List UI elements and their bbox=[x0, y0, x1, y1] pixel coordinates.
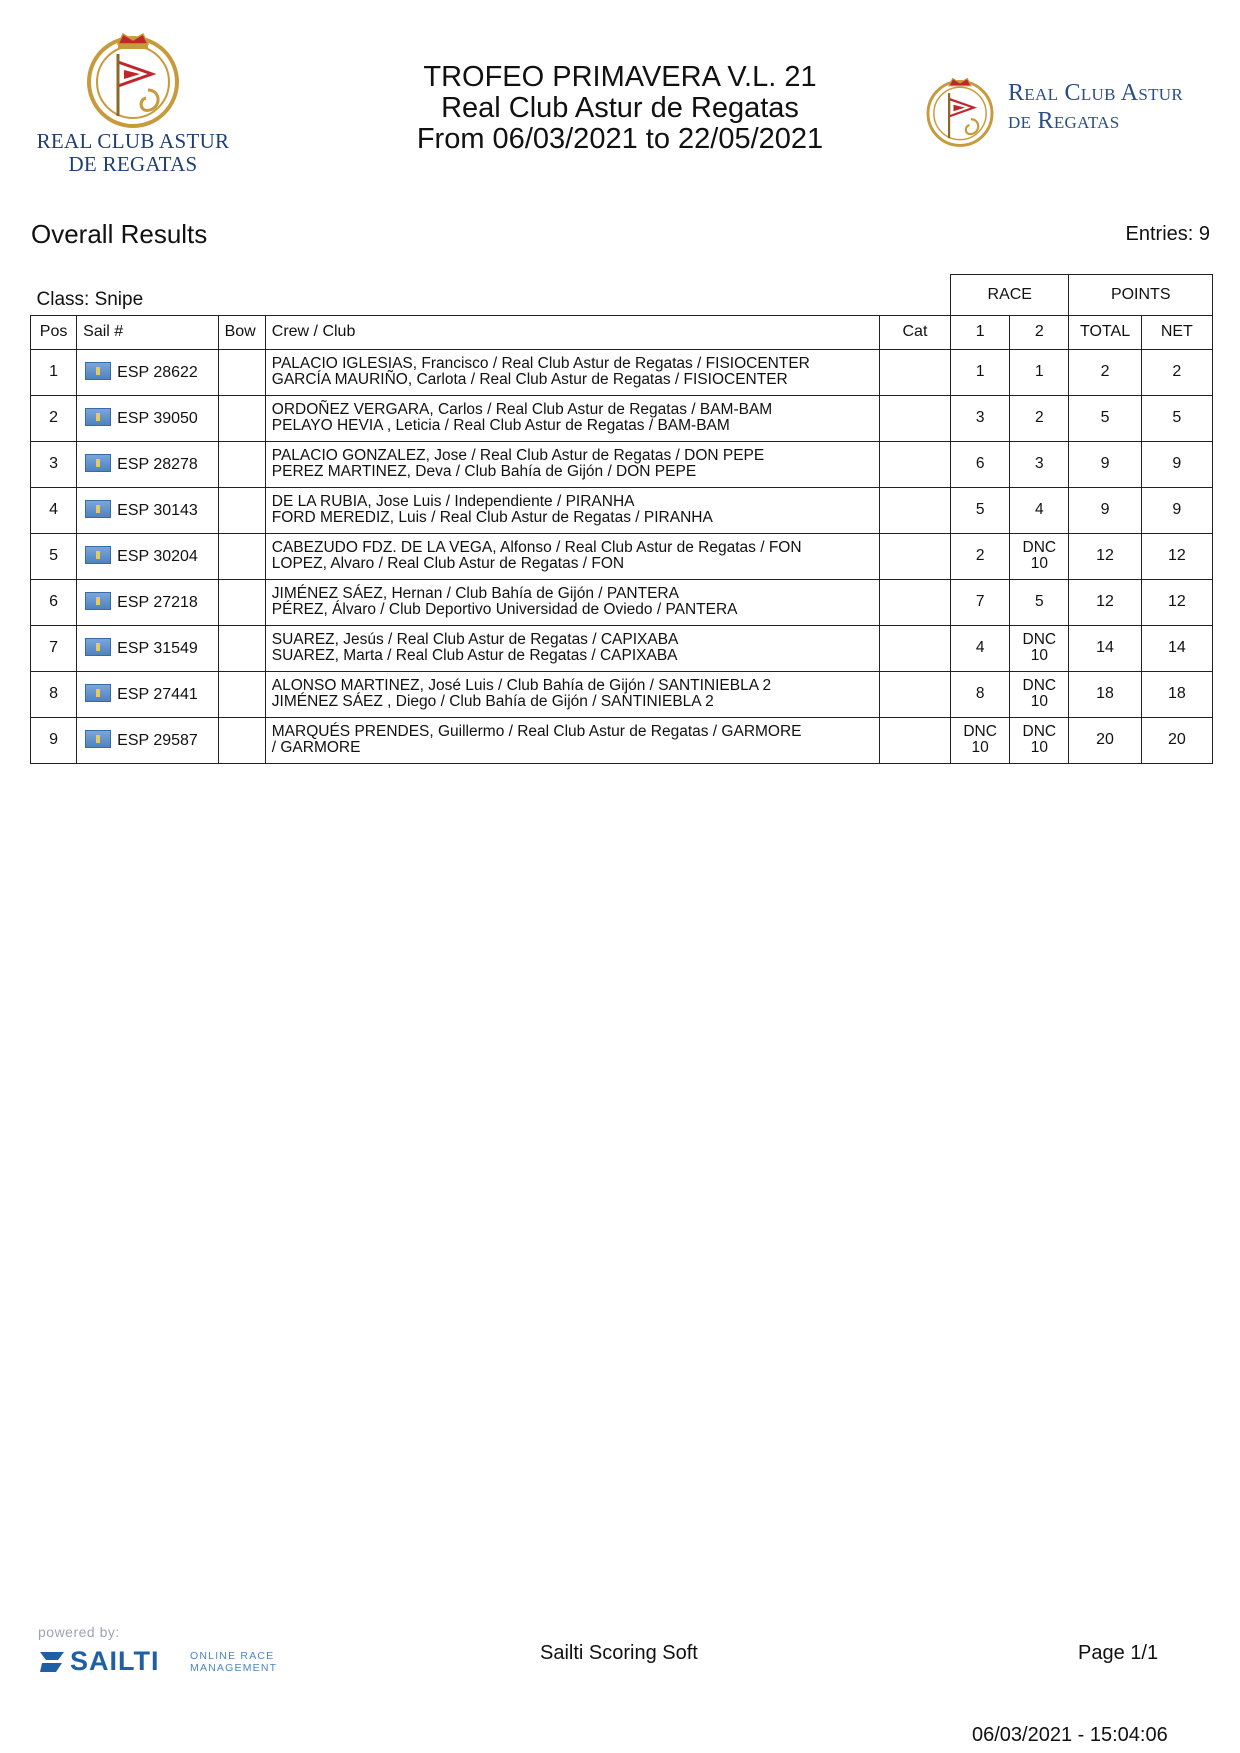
crew-cell bbox=[265, 717, 879, 763]
sail-number: ESP 30204 bbox=[117, 548, 198, 565]
pos-cell: 2 bbox=[31, 395, 77, 441]
race-1-cell bbox=[951, 625, 1010, 671]
race-2-score: DNC bbox=[1022, 723, 1057, 740]
table-row bbox=[31, 671, 1213, 717]
race-1-score: 4 bbox=[975, 639, 985, 656]
cat-cell bbox=[879, 349, 950, 395]
total-cell: 18 bbox=[1069, 671, 1141, 717]
net-cell: 14 bbox=[1141, 625, 1212, 671]
crew-line-2: PELAYO HEVIA , Leticia / Real Club Astur de Regatas / BAM-BAM bbox=[271, 417, 730, 434]
bow-cell bbox=[218, 395, 265, 441]
race-2-cell bbox=[1010, 441, 1069, 487]
crew-cell bbox=[265, 671, 879, 717]
race-2-cell bbox=[1010, 625, 1069, 671]
results-table bbox=[30, 274, 1213, 764]
result-rows bbox=[31, 349, 1213, 763]
net-cell: 12 bbox=[1141, 579, 1212, 625]
crew-line-2: SUAREZ, Marta / Real Club Astur de Regatas / CAPIXABA bbox=[271, 647, 678, 664]
pos-cell: 7 bbox=[31, 625, 77, 671]
net-cell: 18 bbox=[1141, 671, 1212, 717]
cat-cell bbox=[879, 625, 950, 671]
event-title-line-1: TROFEO PRIMAVERA V.L. 21 bbox=[423, 61, 817, 93]
crew-line-1: DE LA RUBIA, Jose Luis / Independiente / PIRANHA bbox=[271, 493, 635, 510]
cat-cell bbox=[879, 395, 950, 441]
race-1-score: 1 bbox=[975, 363, 985, 380]
total-cell: 5 bbox=[1069, 395, 1141, 441]
sail-number: ESP 29587 bbox=[117, 732, 198, 749]
club-logo-right bbox=[920, 72, 1220, 162]
club-name-right-line-2: de Regatas bbox=[1008, 108, 1120, 134]
race-2-cell bbox=[1010, 487, 1069, 533]
net-cell: 5 bbox=[1141, 395, 1212, 441]
table-row bbox=[31, 441, 1213, 487]
race-2-score: DNC bbox=[1022, 539, 1057, 556]
event-title-line-2: Real Club Astur de Regatas bbox=[441, 92, 799, 124]
sail-number: ESP 31549 bbox=[117, 640, 198, 657]
sail-number: ESP 39050 bbox=[117, 410, 198, 427]
crew-line-2: GARCÍA MAURIÑO, Carlota / Real Club Astur de Regatas / FISIOCENTER bbox=[271, 371, 788, 388]
race-1-cell bbox=[951, 579, 1010, 625]
race-1-cell bbox=[951, 487, 1010, 533]
race-1-cell bbox=[951, 671, 1010, 717]
crew-line-1: PALACIO IGLESIAS, Francisco / Real Club Astur de Regatas / FISIOCENTER bbox=[271, 355, 810, 372]
table-row bbox=[31, 625, 1213, 671]
race-2-cell bbox=[1010, 579, 1069, 625]
crew-cell bbox=[265, 579, 879, 625]
sailti-tagline bbox=[190, 1650, 277, 1674]
crew-line-2: LOPEZ, Alvaro / Real Club Astur de Regatas / FON bbox=[271, 555, 625, 572]
sail-cell bbox=[77, 533, 218, 579]
cat-cell bbox=[879, 441, 950, 487]
race-1-cell bbox=[951, 395, 1010, 441]
col-pos: Pos bbox=[31, 315, 77, 349]
club-crest-logo bbox=[78, 30, 188, 130]
sail-number: ESP 28622 bbox=[117, 364, 198, 381]
total-cell: 14 bbox=[1069, 625, 1141, 671]
sail-cell bbox=[77, 579, 218, 625]
total-cell: 9 bbox=[1069, 441, 1141, 487]
crew-line-2: PÉREZ, Álvaro / Club Deportivo Universidad de Oviedo / PANTERA bbox=[271, 601, 738, 618]
race-2-points: 10 bbox=[1030, 647, 1048, 664]
total-cell: 9 bbox=[1069, 487, 1141, 533]
race-1-points: 10 bbox=[971, 739, 989, 756]
bow-cell bbox=[218, 487, 265, 533]
col-crew-club: Crew / Club bbox=[265, 315, 879, 349]
flag-icon bbox=[85, 638, 111, 656]
flag-icon bbox=[85, 362, 111, 380]
race-1-score: 8 bbox=[975, 685, 985, 702]
flag-icon bbox=[85, 546, 111, 564]
cat-cell bbox=[879, 487, 950, 533]
race-1-score: 3 bbox=[975, 409, 985, 426]
sail-cell bbox=[77, 487, 218, 533]
sail-number: ESP 27218 bbox=[117, 594, 198, 611]
col-sail: Sail # bbox=[77, 315, 218, 349]
pos-cell: 9 bbox=[31, 717, 77, 763]
sail-cell bbox=[77, 441, 218, 487]
pos-cell: 3 bbox=[31, 441, 77, 487]
sail-cell bbox=[77, 349, 218, 395]
event-title-line-3: From 06/03/2021 to 22/05/2021 bbox=[416, 123, 824, 155]
table-row bbox=[31, 579, 1213, 625]
total-cell: 12 bbox=[1069, 579, 1141, 625]
net-cell: 20 bbox=[1141, 717, 1212, 763]
crew-line-1: ALONSO MARTINEZ, José Luis / Club Bahía de Gijón / SANTINIEBLA 2 bbox=[271, 677, 772, 694]
race-1-cell bbox=[951, 533, 1010, 579]
race-2-score: DNC bbox=[1022, 631, 1057, 648]
bow-cell bbox=[218, 671, 265, 717]
table-row bbox=[31, 349, 1213, 395]
class-label: Class: Snipe bbox=[36, 288, 144, 310]
crew-cell bbox=[265, 441, 879, 487]
race-2-cell bbox=[1010, 671, 1069, 717]
race-2-score: DNC bbox=[1022, 677, 1057, 694]
col-net: NET bbox=[1141, 315, 1212, 349]
flag-icon bbox=[85, 684, 111, 702]
race-2-points: 10 bbox=[1030, 555, 1048, 572]
sailti-sail-icon bbox=[38, 1648, 66, 1676]
net-cell: 9 bbox=[1141, 487, 1212, 533]
sailti-tagline-line-2: MANAGEMENT bbox=[190, 1662, 278, 1674]
crew-cell bbox=[265, 395, 879, 441]
net-cell: 12 bbox=[1141, 533, 1212, 579]
crew-line-1: SUAREZ, Jesús / Real Club Astur de Regatas / CAPIXABA bbox=[271, 631, 679, 648]
print-timestamp: 06/03/2021 - 15:04:06 bbox=[972, 1724, 1168, 1746]
race-2-points: 10 bbox=[1030, 739, 1048, 756]
race-2-points: 10 bbox=[1030, 693, 1048, 710]
scoring-software-label: Sailti Scoring Soft bbox=[540, 1642, 698, 1664]
page-number: Page 1/1 bbox=[1078, 1642, 1159, 1664]
flag-icon bbox=[85, 454, 111, 472]
bow-cell bbox=[218, 349, 265, 395]
col-cat: Cat bbox=[879, 315, 950, 349]
race-2-score: 5 bbox=[1035, 593, 1044, 610]
col-bow: Bow bbox=[218, 315, 265, 349]
col-race-1: 1 bbox=[951, 315, 1010, 349]
race-1-cell bbox=[951, 441, 1010, 487]
club-name-right-line-1: Real Club Astur bbox=[1008, 80, 1184, 106]
crew-cell bbox=[265, 349, 879, 395]
flag-icon bbox=[85, 408, 111, 426]
crew-cell bbox=[265, 625, 879, 671]
pos-cell: 6 bbox=[31, 579, 77, 625]
crew-line-1: ORDOÑEZ VERGARA, Carlos / Real Club Astur de Regatas / BAM-BAM bbox=[271, 401, 773, 418]
sail-number: ESP 28278 bbox=[117, 456, 198, 473]
col-total: TOTAL bbox=[1069, 315, 1141, 349]
race-1-score: DNC bbox=[963, 723, 997, 740]
race-2-cell bbox=[1010, 533, 1069, 579]
crew-cell bbox=[265, 487, 879, 533]
race-2-score: 1 bbox=[1035, 363, 1044, 380]
crew-line-2: FORD MEREDIZ, Luis / Real Club Astur de Regatas / PIRANHA bbox=[271, 509, 713, 526]
net-cell: 2 bbox=[1141, 349, 1212, 395]
crew-line-2: JIMÉNEZ SÁEZ , Diego / Club Bahía de Gijón / SANTINIEBLA 2 bbox=[271, 693, 714, 710]
race-1-cell bbox=[951, 717, 1010, 763]
table-row bbox=[31, 487, 1213, 533]
crew-line-2: / GARMORE bbox=[271, 739, 361, 756]
race-2-cell bbox=[1010, 717, 1069, 763]
sail-cell bbox=[77, 671, 218, 717]
race-2-score: 2 bbox=[1035, 409, 1044, 426]
cat-cell bbox=[879, 579, 950, 625]
crew-line-1: JIMÉNEZ SÁEZ, Hernan / Club Bahía de Gijón / PANTERA bbox=[271, 585, 679, 602]
bow-cell bbox=[218, 717, 265, 763]
bow-cell bbox=[218, 625, 265, 671]
pos-cell: 1 bbox=[31, 349, 77, 395]
pos-cell: 8 bbox=[31, 671, 77, 717]
crew-line-1: CABEZUDO FDZ. DE LA VEGA, Alfonso / Real Club Astur de Regatas / FON bbox=[271, 539, 802, 556]
bow-cell bbox=[218, 441, 265, 487]
race-1-score: 6 bbox=[975, 455, 985, 472]
powered-by-label: powered by: bbox=[38, 1624, 120, 1640]
race-1-score: 2 bbox=[975, 547, 985, 564]
flag-icon bbox=[85, 730, 111, 748]
total-cell: 2 bbox=[1069, 349, 1141, 395]
sail-cell bbox=[77, 625, 218, 671]
sailti-wordmark: SAILTI bbox=[70, 1646, 160, 1676]
sailti-tagline-line-1: ONLINE RACE bbox=[190, 1650, 275, 1662]
sail-cell bbox=[77, 717, 218, 763]
sail-cell bbox=[77, 395, 218, 441]
entries-count: Entries: 9 bbox=[1125, 223, 1210, 245]
race-2-score: 4 bbox=[1035, 501, 1044, 518]
overall-results-heading: Overall Results bbox=[31, 219, 208, 249]
bow-cell bbox=[218, 533, 265, 579]
flag-icon bbox=[85, 592, 111, 610]
table-row bbox=[31, 533, 1213, 579]
crew-line-1: MARQUÉS PRENDES, Guillermo / Real Club Astur de Regatas / GARMORE bbox=[271, 723, 802, 740]
race-1-cell bbox=[951, 349, 1010, 395]
table-row bbox=[31, 395, 1213, 441]
pos-cell: 4 bbox=[31, 487, 77, 533]
points-group-header: POINTS bbox=[1069, 275, 1213, 316]
total-cell: 12 bbox=[1069, 533, 1141, 579]
net-cell: 9 bbox=[1141, 441, 1212, 487]
sail-number: ESP 27441 bbox=[117, 686, 198, 703]
sail-number: ESP 30143 bbox=[117, 502, 198, 519]
crew-line-2: PEREZ MARTINEZ, Deva / Club Bahía de Gijón / DON PEPE bbox=[271, 463, 697, 480]
race-2-cell bbox=[1010, 395, 1069, 441]
club-logo-left bbox=[28, 30, 238, 200]
club-crest-logo bbox=[920, 72, 1000, 152]
total-cell: 20 bbox=[1069, 717, 1141, 763]
crew-line-1: PALACIO GONZALEZ, Jose / Real Club Astur de Regatas / DON PEPE bbox=[271, 447, 765, 464]
flag-icon bbox=[85, 500, 111, 518]
race-1-score: 5 bbox=[975, 501, 985, 518]
race-2-score: 3 bbox=[1035, 455, 1044, 472]
race-group-header: RACE bbox=[951, 275, 1069, 316]
bow-cell bbox=[218, 579, 265, 625]
race-2-cell bbox=[1010, 349, 1069, 395]
event-title bbox=[320, 62, 920, 155]
cat-cell bbox=[879, 671, 950, 717]
crew-cell bbox=[265, 533, 879, 579]
club-name-line-1: REAL CLUB ASTUR bbox=[36, 129, 230, 153]
table-row bbox=[31, 717, 1213, 763]
race-1-score: 7 bbox=[975, 593, 985, 610]
club-name-line-2: DE REGATAS bbox=[68, 152, 198, 176]
col-race-2: 2 bbox=[1010, 315, 1069, 349]
cat-cell bbox=[879, 717, 950, 763]
pos-cell: 5 bbox=[31, 533, 77, 579]
cat-cell bbox=[879, 533, 950, 579]
